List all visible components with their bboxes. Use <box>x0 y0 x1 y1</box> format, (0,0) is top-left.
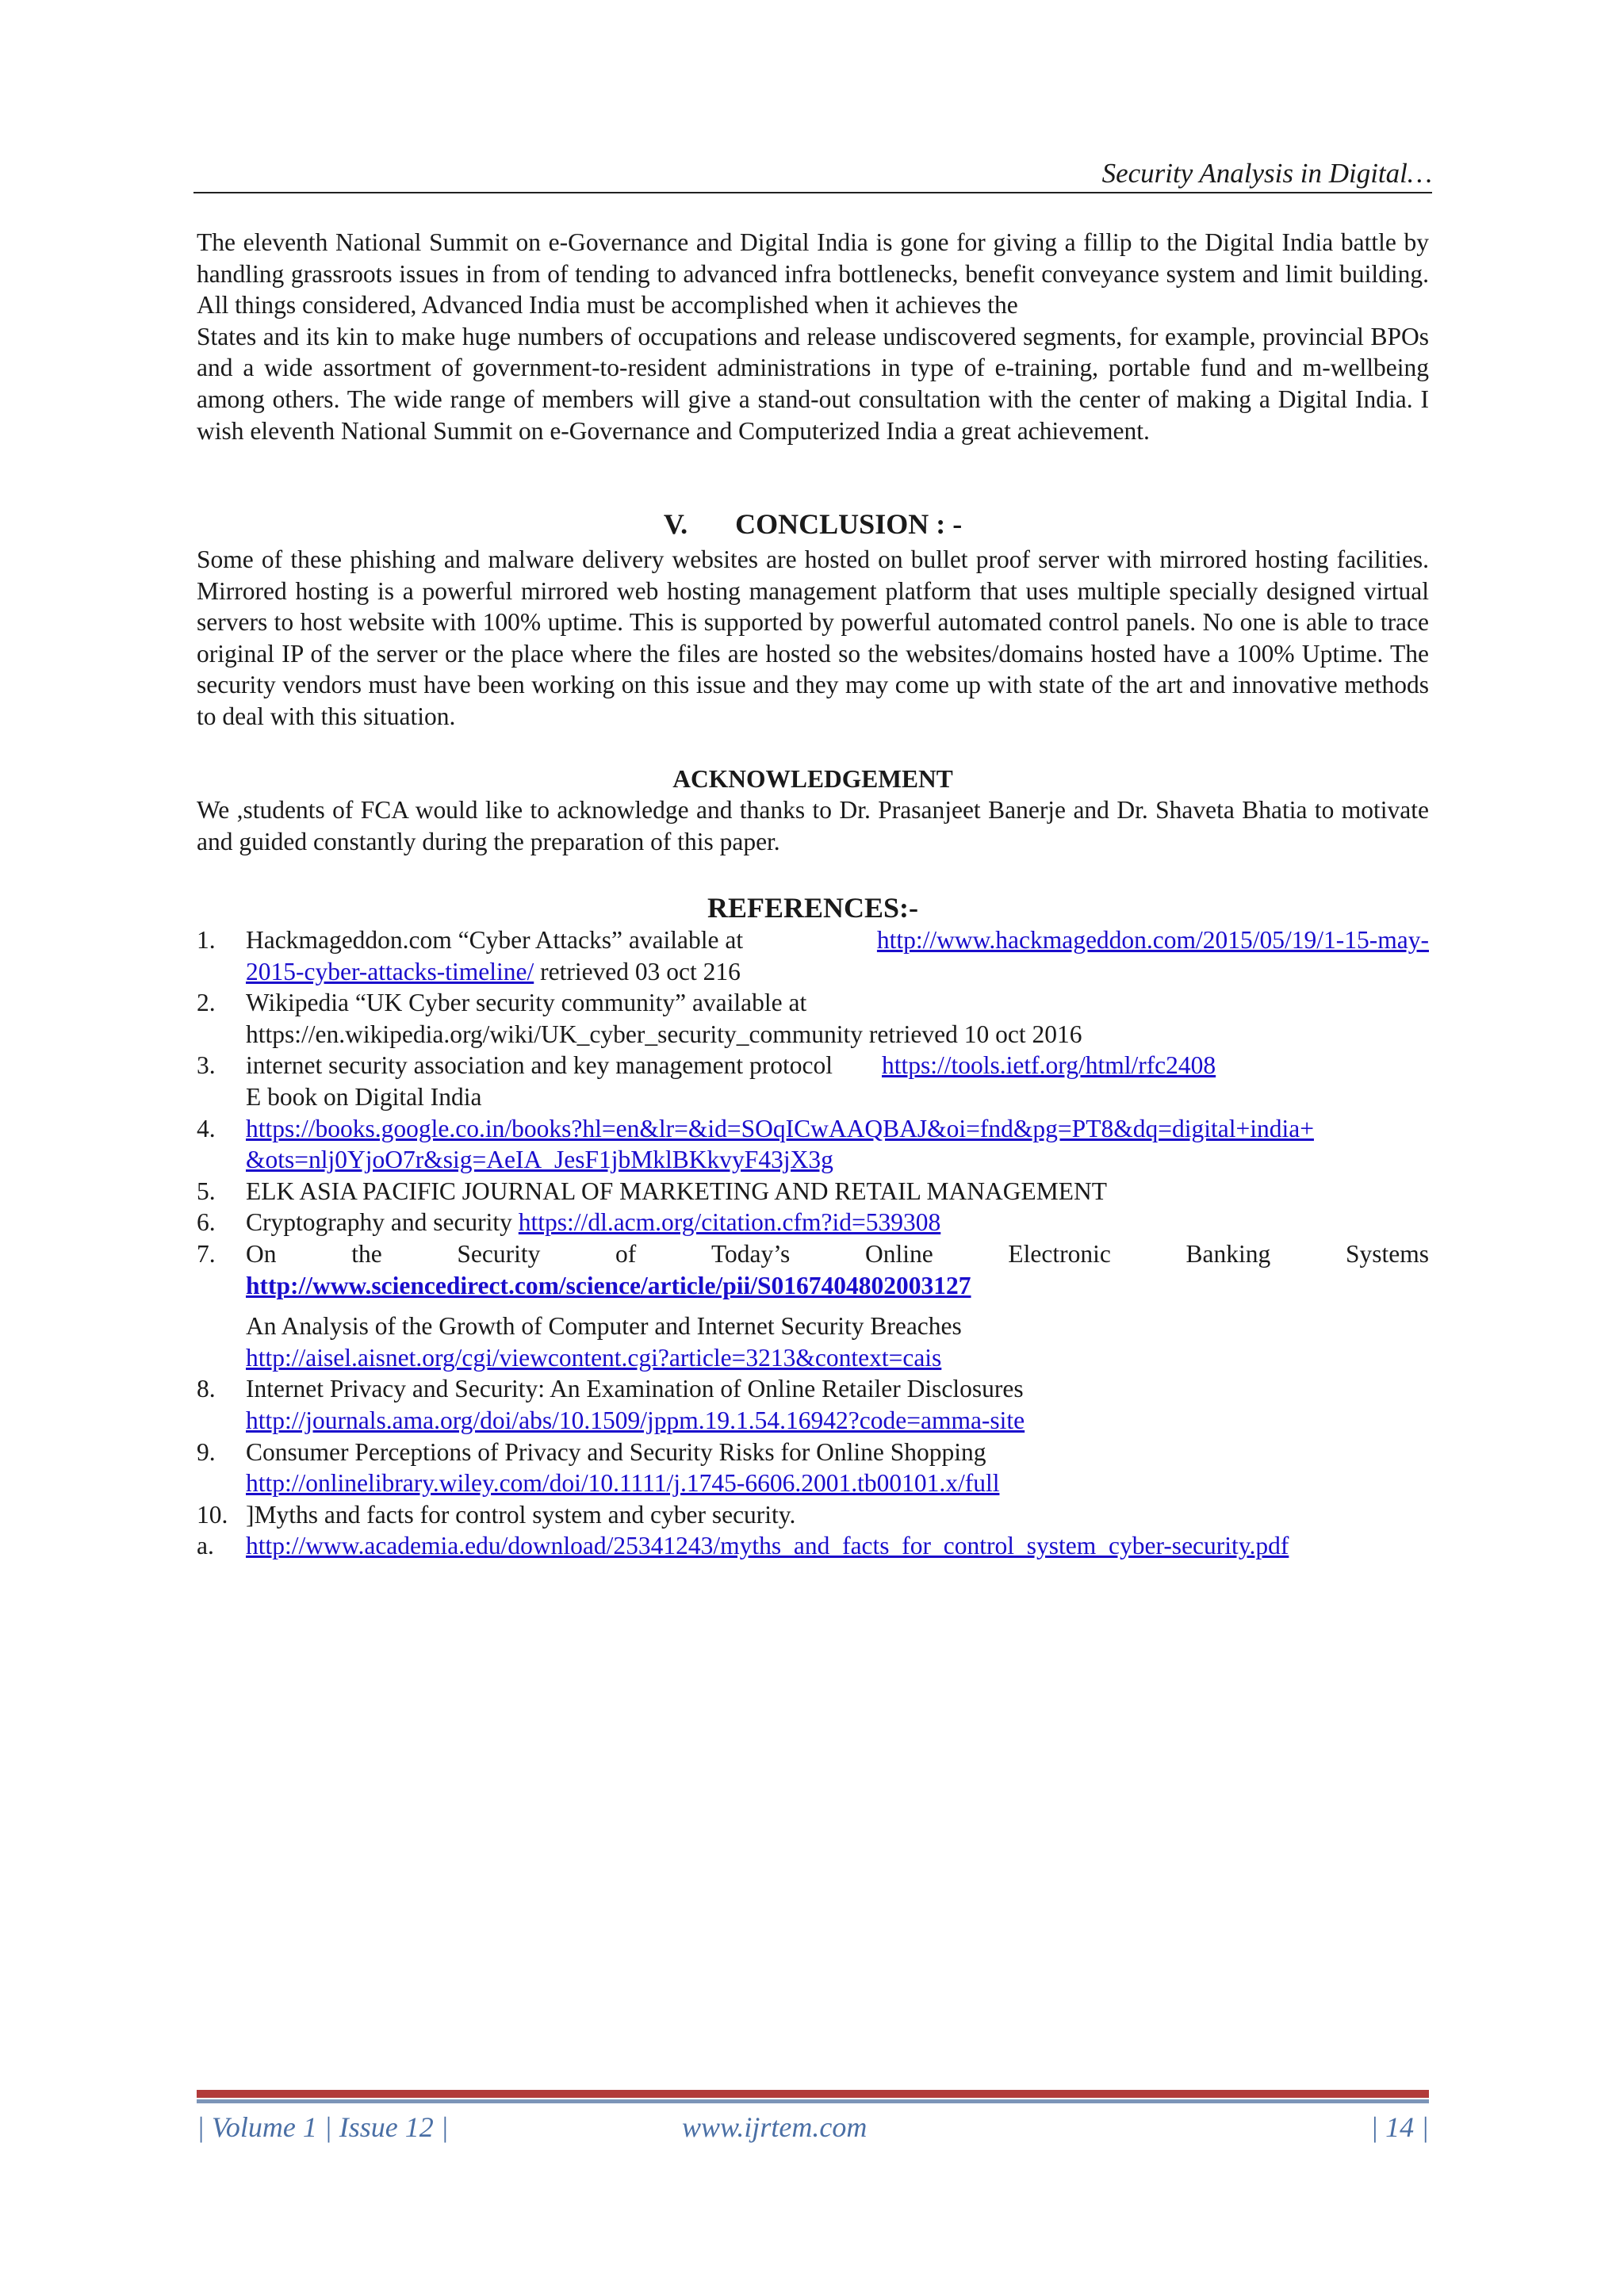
reference-link[interactable]: https://dl.acm.org/citation.cfm?id=539308 <box>518 1208 941 1237</box>
reference-text-continued: E book on Digital India <box>246 1082 482 1111</box>
reference-text: Wikipedia “UK Cyber security community” available at <box>246 989 807 1017</box>
reference-text-extra: An Analysis of the Growth of Computer and Internet Security Breaches <box>246 1312 962 1341</box>
reference-number: 8. <box>197 1375 216 1403</box>
reference-link[interactable]: http://www.hackmageddon.com/2015/05/19/1-15-may- <box>876 926 1429 954</box>
reference-text: ]Myths and facts for control system and cyber security. <box>246 1500 796 1529</box>
footer-volume-issue: | Volume 1 | Issue 12 | <box>197 2111 449 2143</box>
reference-word: On <box>246 1239 277 1268</box>
reference-number: 5. <box>197 1177 216 1205</box>
reference-word: Security <box>457 1239 541 1268</box>
reference-word: of <box>615 1239 637 1268</box>
reference-item <box>197 1499 1429 1531</box>
reference-list <box>197 924 1429 1562</box>
reference-number: 2. <box>197 989 216 1017</box>
reference-link[interactable]: http://www.academia.edu/download/25341243/myths_and_facts_for_control_system_cyber-security.pdf <box>246 1532 1289 1560</box>
header-rule <box>193 192 1432 193</box>
reference-text: internet security association and key management protocol <box>246 1051 833 1080</box>
conclusion-heading <box>197 506 1429 542</box>
acknowledgement-heading: ACKNOWLEDGEMENT <box>672 765 953 793</box>
intro-paragraph-part2: States and its kin to make huge numbers of occupations and release undiscovered segments, for example, provincial BPOs and a wide assortment of government-to-resident administrations in type of e-training, portable fund and m-wellbeing among others. The wide range of members will give a stand-out consultation with the center of making a Digital India. I wish eleventh National Summit on e-Governance and Computerized India a great achievement. <box>197 322 1429 445</box>
running-header: Security Analysis in Digital… <box>1101 158 1432 189</box>
reference-number: a. <box>197 1532 214 1560</box>
reference-word: Online <box>864 1239 933 1268</box>
reference-word: the <box>351 1239 382 1268</box>
reference-item <box>197 1437 1429 1499</box>
reference-item <box>197 1238 1429 1373</box>
footer-website[interactable]: www.ijrtem.com <box>682 2111 868 2143</box>
reference-link[interactable]: http://www.sciencedirect.com/science/article/pii/S0167404802003127 <box>246 1271 971 1299</box>
references-heading: REFERENCES:- <box>707 892 919 924</box>
reference-retrieved: retrieved 03 oct 216 <box>540 957 741 985</box>
reference-item <box>197 1176 1429 1207</box>
reference-item <box>197 1050 1429 1112</box>
reference-link[interactable]: https://tools.ietf.org/html/rfc2408 <box>882 1051 1216 1080</box>
reference-item <box>197 1373 1429 1436</box>
reference-link[interactable]: https://books.google.co.in/books?hl=en&lr=&id=SOqICwAAQBAJ&oi=fnd&pg=PT8&dq=digital+india+ <box>246 1114 1314 1142</box>
reference-item <box>197 987 1429 1050</box>
reference-text: Hackmageddon.com “Cyber Attacks” available at <box>246 926 744 954</box>
reference-text-continued: https://en.wikipedia.org/wiki/UK_cyber_security_community retrieved 10 oct 2016 <box>246 1020 1082 1048</box>
reference-number: 7. <box>197 1239 216 1268</box>
reference-item <box>197 1113 1429 1176</box>
reference-text: ELK ASIA PACIFIC JOURNAL OF MARKETING AND RETAIL MANAGEMENT <box>246 1177 1108 1205</box>
reference-number: 6. <box>197 1208 216 1237</box>
reference-link[interactable]: http://onlinelibrary.wiley.com/doi/10.1111/j.1745-6606.2001.tb00101.x/full <box>246 1469 1000 1498</box>
intro-paragraph <box>197 227 1429 446</box>
reference-text: Consumer Perceptions of Privacy and Security Risks for Online Shopping <box>246 1437 986 1466</box>
reference-link[interactable]: http://journals.ama.org/doi/abs/10.1509/jppm.19.1.54.16942?code=amma-site <box>246 1406 1025 1434</box>
acknowledgement-paragraph: We ,students of FCA would like to acknowledge and thanks to Dr. Prasanjeet Banerje and Dr. Shaveta Bhatia to motivate and guided constantly during the preparation of this paper. <box>197 796 1429 855</box>
reference-number: 3. <box>197 1051 216 1080</box>
reference-text: Cryptography and security <box>246 1208 512 1237</box>
conclusion-number: V. <box>663 508 688 540</box>
reference-word: Banking <box>1185 1239 1271 1268</box>
reference-number: 1. <box>197 926 216 954</box>
footer-rule-red <box>197 2090 1429 2098</box>
reference-item <box>197 1207 1429 1238</box>
reference-item <box>197 924 1429 987</box>
footer-page-number: | 14 | <box>1370 2111 1429 2143</box>
page-footer <box>197 2107 1429 2147</box>
intro-paragraph-part1: The eleventh National Summit on e-Governance and Digital India is gone for giving a fillip to the Digital India battle by handling grassroots issues in from of tending to advanced infra bottlenecks, benefit conveyance system and limit building. All things considered, Advanced India must be accomplished when it achieves the <box>197 228 1429 320</box>
reference-title-justified <box>246 1238 1429 1270</box>
reference-link-continued[interactable]: &ots=nlj0YjoO7r&sig=AeIA_JesF1jbMklBKkvyF43jX3g <box>246 1146 833 1174</box>
conclusion-paragraph: Some of these phishing and malware delivery websites are hosted on bullet proof server with mirrored hosting facilities. Mirrored hosting is a powerful mirrored web hosting management platform that uses multiple specially designed virtual servers to host website with 100% uptime. This is supported by powerful automated control panels. No one is able to trace original IP of the server or the place where the files are hosted so the websites/domains hosted have a 100% Uptime. The security vendors must have been working on this issue and they may come up with state of the art and innovative methods to deal with this situation. <box>197 545 1429 730</box>
footer-rule-blue <box>197 2099 1429 2103</box>
reference-word: Electronic <box>1008 1239 1111 1268</box>
reference-text: Internet Privacy and Security: An Examination of Online Retailer Disclosures <box>246 1375 1024 1403</box>
reference-link-continued[interactable]: 2015-cyber-attacks-timeline/ <box>246 957 534 985</box>
reference-word: Today’s <box>710 1239 791 1268</box>
reference-number: 9. <box>197 1437 216 1466</box>
reference-item <box>197 1530 1429 1562</box>
reference-number: 10. <box>197 1500 228 1529</box>
conclusion-title: CONCLUSION : - <box>735 508 963 540</box>
reference-number: 4. <box>197 1114 216 1142</box>
reference-link-extra[interactable]: http://aisel.aisnet.org/cgi/viewcontent.cgi?article=3213&context=cais <box>246 1343 942 1372</box>
reference-word: Systems <box>1345 1239 1429 1268</box>
